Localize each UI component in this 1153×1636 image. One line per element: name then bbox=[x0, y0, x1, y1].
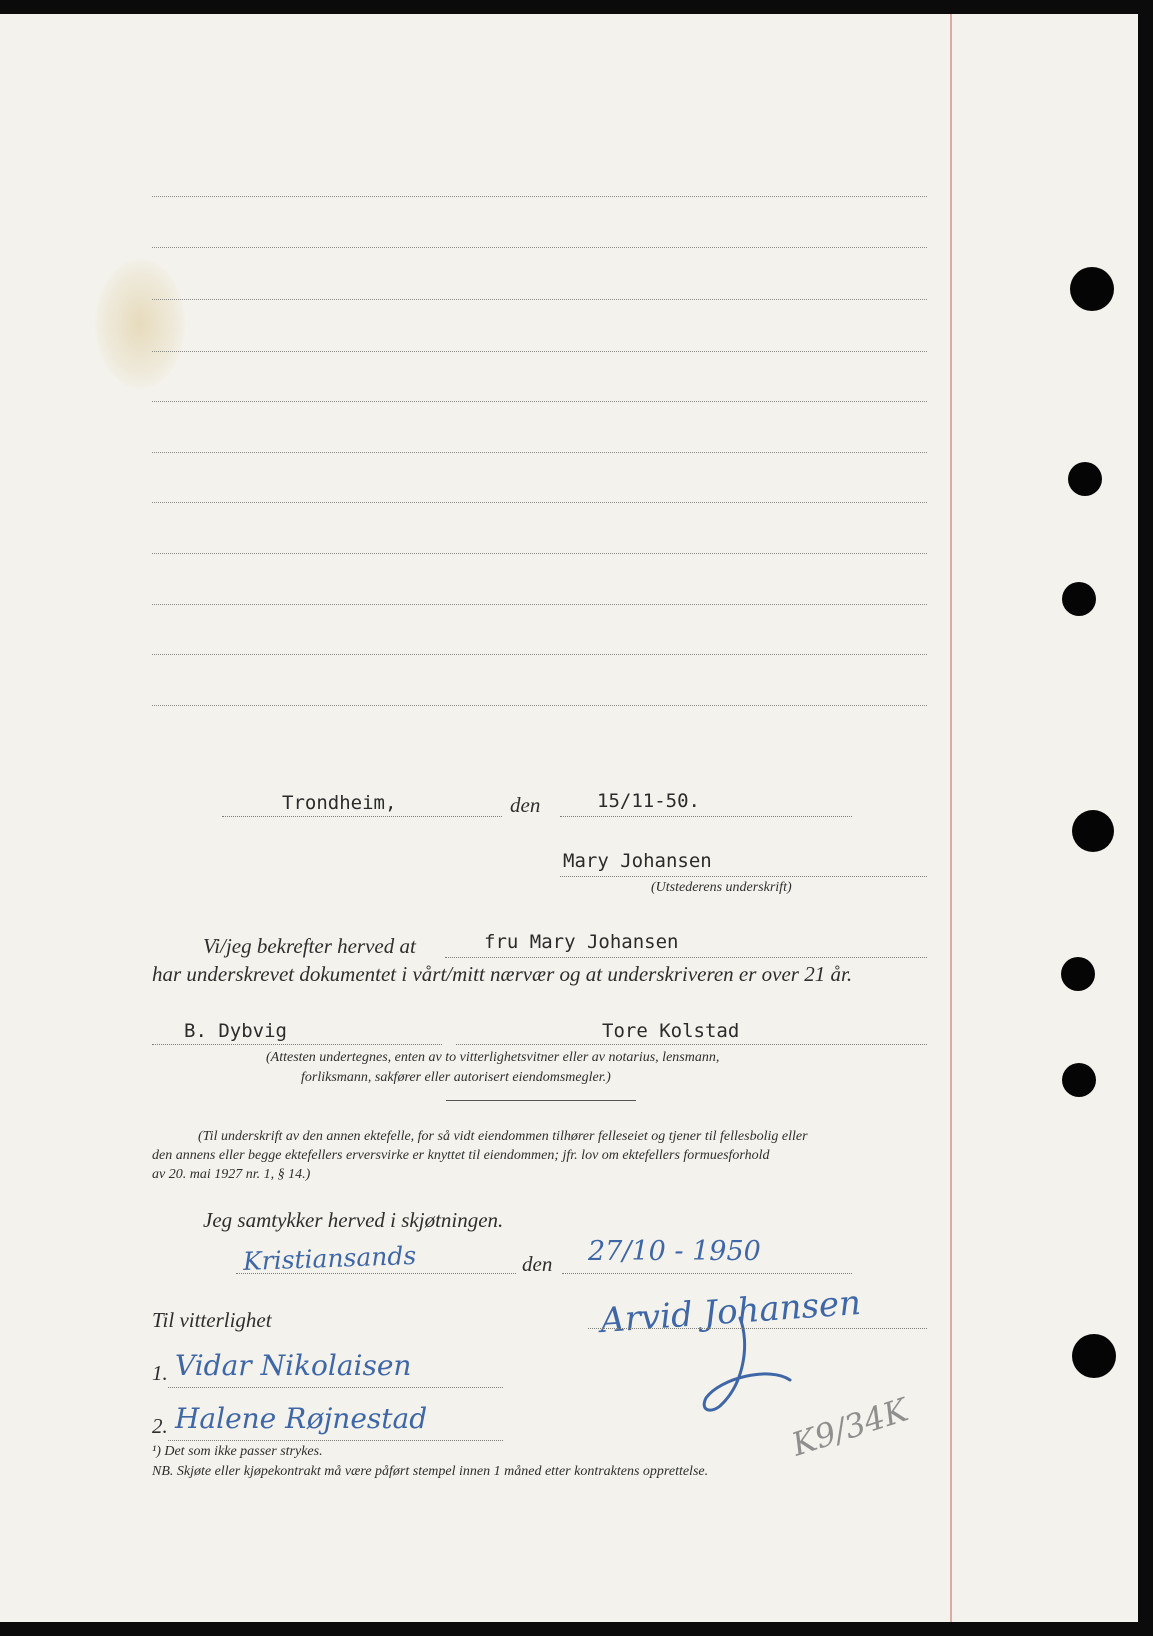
confirm-statement: har underskrevet dokumentet i vårt/mitt nærvær og at underskriveren er over 21 år. bbox=[152, 962, 853, 986]
consent-den: den bbox=[522, 1252, 553, 1276]
blank-line bbox=[152, 351, 927, 352]
margin-annotation: K9/34K bbox=[787, 1390, 913, 1464]
document-page bbox=[0, 14, 1138, 1622]
binder-hole bbox=[1068, 462, 1102, 496]
blank-line bbox=[152, 705, 927, 706]
witness-number-1: 1. bbox=[152, 1361, 168, 1385]
spouse-note-1: (Til underskrift av den annen ektefelle, for så vidt eiendommen tilhører felleseiet og tjener til fellesbolig eller bbox=[198, 1129, 808, 1144]
spouse-note-2: den annens eller begge ektefellers erversvirke er knyttet til eiendommen; jfr. lov om ektefellers formuesforhold bbox=[152, 1148, 770, 1163]
binder-hole bbox=[1062, 582, 1096, 616]
den-label: den bbox=[510, 793, 541, 817]
issuer-signature: Mary Johansen bbox=[563, 850, 712, 872]
binder-hole bbox=[1072, 810, 1114, 852]
consent-date: 27/10 - 1950 bbox=[588, 1236, 761, 1267]
binder-hole bbox=[1062, 1063, 1096, 1097]
spouse-signature: Arvid Johansen bbox=[598, 1282, 863, 1342]
attest-note-1: (Attesten undertegnes, enten av to vitterlighetsvitner eller av notarius, lensmann, bbox=[266, 1050, 720, 1065]
witness-2: Tore Kolstad bbox=[602, 1020, 740, 1042]
place-line bbox=[222, 816, 502, 817]
witness-1: B. Dybvig bbox=[184, 1020, 287, 1042]
consent-place: Kristiansands bbox=[242, 1240, 417, 1277]
blank-line bbox=[152, 604, 927, 605]
blank-line bbox=[152, 247, 927, 248]
blank-line bbox=[152, 654, 927, 655]
til-vitterlighet: Til vitterlighet bbox=[152, 1308, 272, 1332]
consent-text: Jeg samtykker herved i skjøtningen. bbox=[203, 1208, 504, 1232]
blank-line bbox=[152, 452, 927, 453]
blank-line bbox=[152, 299, 927, 300]
binder-hole bbox=[1061, 957, 1095, 991]
paper-stain bbox=[95, 259, 185, 389]
blank-line bbox=[152, 401, 927, 402]
date-line bbox=[560, 816, 852, 817]
witness-signature-1-line bbox=[168, 1387, 503, 1388]
blank-line bbox=[152, 502, 927, 503]
confirm-prefix: Vi/jeg bekrefter herved at bbox=[203, 934, 416, 958]
confirm-name: fru Mary Johansen bbox=[484, 931, 679, 953]
place-text: Trondheim, bbox=[282, 792, 397, 814]
binder-hole bbox=[1070, 267, 1114, 311]
witness-2-line bbox=[456, 1044, 927, 1045]
footnote-2: NB. Skjøte eller kjøpekontrakt må være påført stempel innen 1 måned etter kontraktens opprettelse. bbox=[152, 1464, 709, 1479]
consent-date-line bbox=[562, 1273, 852, 1274]
margin-rule bbox=[950, 14, 952, 1622]
signature-flourish bbox=[680, 1314, 800, 1424]
issuer-caption: (Utstederens underskrift) bbox=[651, 880, 792, 895]
blank-line bbox=[152, 553, 927, 554]
witness-signature-1: Vidar Nikolaisen bbox=[175, 1349, 412, 1382]
separator bbox=[446, 1100, 636, 1101]
witness-signature-2: Halene Røjnestad bbox=[175, 1402, 428, 1435]
spouse-signature-line bbox=[588, 1328, 927, 1329]
attest-note-2: forliksmann, sakfører eller autorisert eiendomsmegler.) bbox=[301, 1070, 611, 1085]
issuer-signature-line bbox=[560, 876, 927, 877]
date-text: 15/11-50. bbox=[597, 790, 700, 812]
blank-line bbox=[152, 196, 927, 197]
confirm-name-line bbox=[445, 957, 927, 958]
witness-signature-2-line bbox=[168, 1440, 503, 1441]
spouse-note-3: av 20. mai 1927 nr. 1, § 14.) bbox=[152, 1167, 311, 1182]
witness-1-line bbox=[152, 1044, 442, 1045]
footnote-1: ¹) Det som ikke passer strykes. bbox=[152, 1444, 323, 1459]
witness-number-2: 2. bbox=[152, 1414, 168, 1438]
binder-hole bbox=[1072, 1334, 1116, 1378]
